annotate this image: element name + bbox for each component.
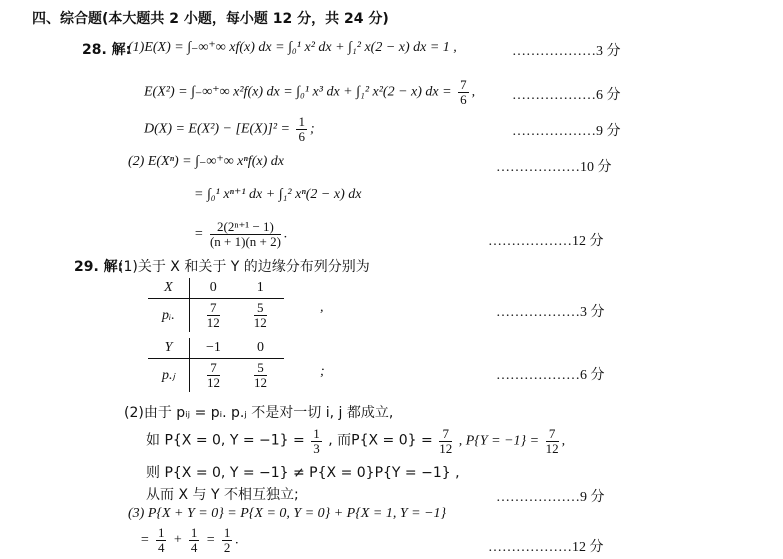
frac-denominator: 4: [190, 540, 198, 555]
table-y-value: 0: [237, 338, 284, 359]
frac-denominator: 12: [206, 315, 220, 330]
frac-numerator: 7: [207, 301, 220, 316]
punct: .: [235, 532, 239, 548]
table-x-prob: [237, 299, 284, 333]
fraction-moment-result: [210, 220, 281, 249]
fraction-7-12: [546, 427, 559, 456]
frac-denominator: (n + 1)(n + 2): [209, 234, 281, 249]
q28-part1-line3: [144, 115, 315, 144]
q29-part3-line2: [140, 526, 239, 555]
q28-variance-expression: D(X) = E(X²) − [E(X)]² =: [144, 121, 290, 137]
q28-score-12: ………………12 分: [488, 234, 604, 249]
frac-numerator: 1: [190, 525, 198, 540]
joint-prob-text: 如 P{X = 0, Y = −1} =: [146, 432, 305, 449]
q29-score-3: ………………3 分: [496, 305, 605, 320]
table-x-head-label: X: [148, 278, 189, 299]
q28-label: 28. 解:: [82, 42, 132, 58]
table-x-value: 0: [189, 278, 237, 299]
table-x-prob: [189, 299, 237, 333]
q29-part2-line2: [146, 427, 565, 456]
punct: ,: [471, 84, 476, 100]
table-x-punct: ,: [320, 300, 324, 315]
punct: ,: [561, 433, 566, 449]
frac-denominator: 12: [253, 375, 267, 390]
q29-score-12: ………………12 分: [488, 540, 604, 555]
frac-denominator: 12: [206, 375, 220, 390]
marginal-table-x: [148, 278, 284, 332]
q29-label: 29. 解:: [74, 259, 124, 275]
marginal-x-text: , 而P{X = 0} =: [328, 432, 433, 449]
frac-denominator: 12: [439, 441, 453, 456]
fraction-7-12: [439, 427, 452, 456]
q29-part3-line1: (3) P{X + Y = 0} = P{X = 0, Y = 0} + P{X = 1, Y = −1}: [128, 506, 447, 521]
q29-part2-line3: 则 P{X = 0, Y = −1} ≠ P{X = 0}P{Y = −1} ,: [146, 465, 460, 481]
frac-numerator: 1: [298, 114, 305, 129]
q28-score-6: ………………6 分: [512, 88, 621, 103]
q29-part2-line1: (2)由于 pᵢⱼ = pᵢ. p.ⱼ 不是对一切 i, j 都成立,: [124, 405, 394, 421]
q28-part2-line2: = ∫₀¹ xⁿ⁺¹ dx + ∫₁² xⁿ(2 − x) dx: [194, 187, 362, 202]
equals-sign: =: [194, 226, 204, 242]
q28-score-10: ………………10 分: [496, 160, 612, 175]
q29-part1-text: (1)关于 X 和关于 Y 的边缘分布列分别为: [118, 259, 370, 275]
table-x-row-label: pᵢ.: [148, 299, 189, 333]
q28-part2-line1: (2) E(Xⁿ) = ∫₋∞⁺∞ xⁿf(x) dx: [128, 154, 284, 169]
fraction-1-4: [156, 526, 167, 555]
frac-denominator: 4: [157, 540, 165, 555]
frac-denominator: 3: [313, 441, 320, 456]
fraction-1-4: [189, 526, 200, 555]
frac-numerator: 1: [313, 426, 320, 441]
frac-numerator: 2(2ⁿ⁺¹ − 1): [210, 220, 281, 235]
table-y-row-label: p.ⱼ: [148, 359, 189, 393]
frac-numerator: 7: [439, 427, 452, 442]
plus-sign: +: [172, 532, 183, 548]
frac-denominator: 2: [223, 540, 231, 555]
punct: .: [283, 226, 288, 242]
section-heading: 四、综合题(本大题共 2 小题，每小题 12 分，共 24 分): [32, 11, 389, 27]
fraction-1-2: [222, 526, 233, 555]
table-y-prob: [237, 359, 284, 393]
equals-sign: =: [140, 532, 150, 548]
q29-score-9: ………………9 分: [496, 490, 605, 505]
q29-score-6: ………………6 分: [496, 368, 605, 383]
frac-denominator: 12: [253, 315, 267, 330]
fraction-7-6: [458, 78, 469, 107]
fraction-1-6: [296, 115, 307, 144]
frac-numerator: 5: [254, 361, 267, 376]
frac-denominator: 6: [460, 92, 467, 107]
frac-numerator: 7: [460, 77, 467, 92]
frac-numerator: 5: [254, 301, 267, 316]
frac-denominator: 12: [545, 441, 559, 456]
table-y-value: −1: [189, 338, 237, 359]
q28-ex2-expression: E(X²) = ∫₋∞⁺∞ x²f(x) dx = ∫₀¹ x³ dx + ∫₁² x²(2 − x) dx =: [144, 84, 452, 100]
frac-numerator: 1: [223, 525, 231, 540]
equals-sign: =: [205, 532, 216, 548]
frac-denominator: 6: [298, 129, 305, 144]
marginal-y-text: , P{Y = −1} =: [458, 433, 540, 449]
fraction-1-3: [311, 427, 322, 456]
frac-numerator: 7: [207, 361, 220, 376]
table-y-prob: [189, 359, 237, 393]
marginal-table-y: [148, 338, 284, 392]
q28-part2-line3: [194, 220, 287, 249]
table-x-value: 1: [237, 278, 284, 299]
table-y-head-label: Y: [148, 338, 189, 359]
q28-part1-line1: (1)E(X) = ∫₋∞⁺∞ xf(x) dx = ∫₀¹ x² dx + ∫₁² x(2 − x) dx = 1 ,: [128, 40, 457, 55]
q28-score-9: ………………9 分: [512, 124, 621, 139]
q28-part1-line2: [144, 78, 475, 107]
punct: ;: [309, 121, 315, 137]
table-y-punct: ;: [320, 364, 325, 379]
q29-part2-line4: 从而 X 与 Y 不相互独立;: [146, 487, 299, 503]
q28-score-3: ………………3 分: [512, 44, 621, 59]
frac-numerator: 1: [157, 525, 165, 540]
frac-numerator: 7: [546, 427, 559, 442]
